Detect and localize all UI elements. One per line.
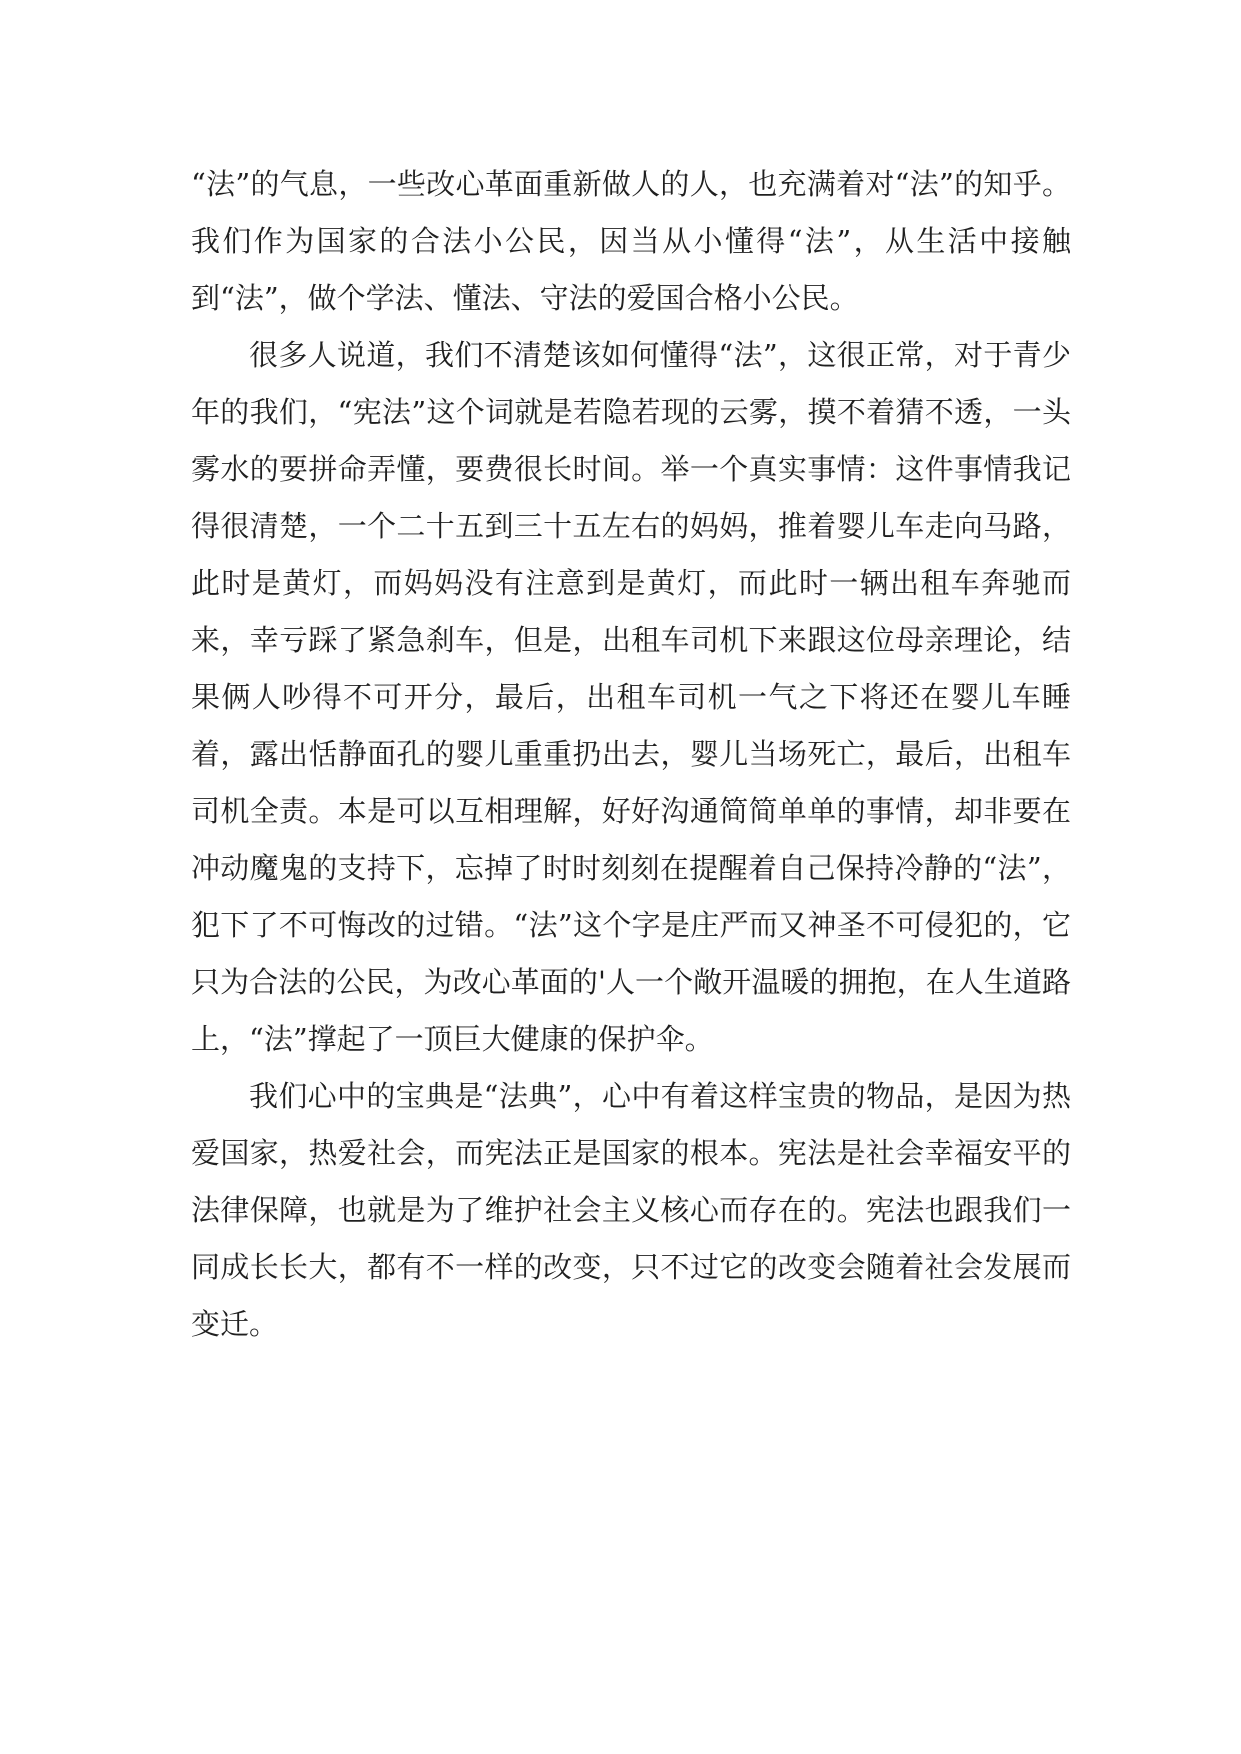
paragraph-1: “法”的气息，一些改心革面重新做人的人，也充满着对“法”的知乎。我们作为国家的合法小公民，因当从小懂得“法”，从生活中接触到“法”，做个学法、懂法、守法的爱国合格小公民。 [191,167,1071,315]
paragraph-3: 我们心中的宝典是“法典”，心中有着这样宝贵的物品，是因为热爱国家，热爱社会，而宪法正是国家的根本。宪法是社会幸福安平的法律保障，也就是为了维护社会主义核心而存在的。宪法也跟我们一同成长长大，都有不一样的改变，只不过它的改变会随着社会发展而变迁。 [191,1079,1071,1341]
document-body [191,156,1071,1353]
paragraph-2: 很多人说道，我们不清楚该如何懂得“法”，这很正常，对于青少年的我们，“宪法”这个词就是若隐若现的云雾，摸不着猜不透，一头雾水的要拼命弄懂，要费很长时间。举一个真实事情：这件事情我记得很清楚，一个二十五到三十五左右的妈妈，推着婴儿车走向马路，此时是黄灯，而妈妈没有注意到是黄灯，而此时一辆出租车奔驰而来，幸亏踩了紧急刹车，但是，出租车司机下来跟这位母亲理论，结果俩人吵得不可开分，最后，出租车司机一气之下将还在婴儿车睡着，露出恬静面孔的婴儿重重扔出去，婴儿当场死亡，最后，出租车司机全责。本是可以互相理解，好好沟通简简单单的事情，却非要在冲动魔鬼的支持下，忘掉了时时刻刻在提醒着自己保持冷静的“法”，犯下了不可悔改的过错。“法”这个字是庄严而又神圣不可侵犯的，它只为合法的公民，为改心革面的'人一个敞开温暖的拥抱，在人生道路上，“法”撑起了一顶巨大健康的保护伞。 [191,338,1071,1056]
